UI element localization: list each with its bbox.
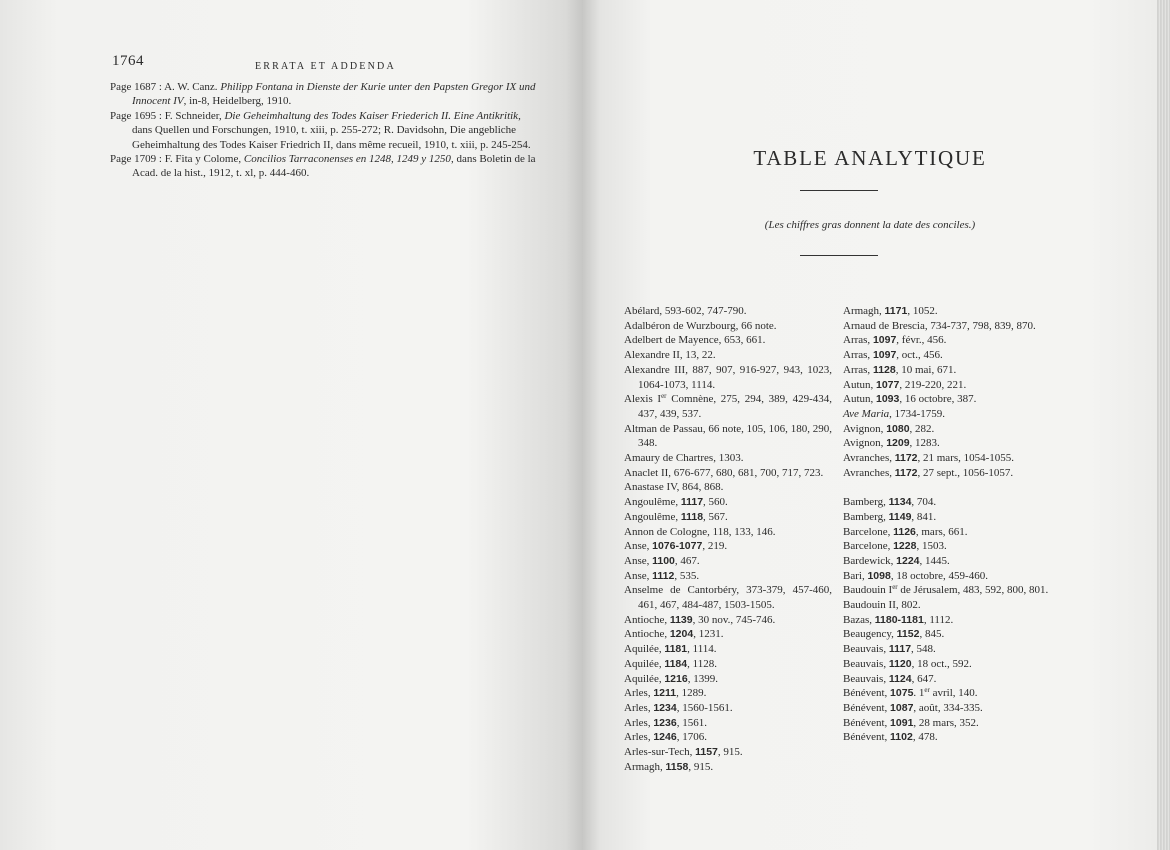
index-entry — [843, 510, 1051, 525]
entry-italic: Ave Maria — [843, 407, 890, 420]
entry-name: Bénévent, — [843, 731, 891, 744]
index-column-right — [843, 304, 1051, 745]
index-entry — [624, 304, 832, 319]
erratum-prefix: Page 1695 : F. Schneider, — [110, 109, 225, 122]
entry-refs: , 647. — [911, 672, 937, 685]
index-entry — [624, 539, 832, 554]
entry-council-date: 1139 — [669, 613, 693, 626]
entry-name: Anselme de Cantorbéry, 373-379, 457-460, 461, 467, 484-487, 1503-1505. — [624, 584, 832, 612]
entry-council-date: 1076-1077 — [652, 540, 703, 553]
entry-council-date: 1087 — [890, 701, 914, 714]
entry-name: Anaclet II, 676-677, 680, 681, 700, 717, 723. — [624, 466, 824, 479]
entry-council-date: 1097 — [872, 349, 897, 362]
index-entry — [843, 422, 1051, 437]
index-entry — [624, 701, 832, 716]
entry-council-date: 1091 — [890, 716, 914, 729]
entry-council-date: 1184 — [664, 657, 688, 670]
entry-refs: , 1445. — [919, 554, 950, 567]
running-title: ERRATA ET ADDENDA — [255, 61, 396, 72]
erratum-entry — [110, 152, 540, 181]
entry-name: Aquilée, — [624, 657, 665, 670]
entry-refs: , mars, 661. — [915, 525, 968, 538]
entry-name: Arles, — [624, 701, 654, 714]
entry-name: Avranches, — [843, 466, 895, 479]
index-entry — [843, 466, 1051, 481]
entry-name: Beauvais, — [843, 657, 889, 670]
index-entry — [843, 378, 1051, 393]
entry-name: Antioche, — [624, 613, 670, 626]
entry-refs: avril, 140. — [929, 687, 978, 700]
index-entry — [624, 348, 832, 363]
entry-refs: , 28 mars, 352. — [913, 716, 979, 729]
erratum-entry — [110, 109, 540, 152]
index-entry — [843, 407, 1051, 422]
entry-refs: , 219-220, 221. — [899, 378, 967, 391]
index-entry — [843, 451, 1051, 466]
entry-council-date: 1118 — [680, 510, 704, 523]
entry-name: Annon de Cologne, 118, 133, 146. — [624, 525, 776, 538]
index-entry — [843, 583, 1051, 598]
entry-name: Anse, — [624, 540, 653, 553]
entry-council-date: 1093 — [876, 393, 900, 406]
erratum-prefix: Page 1687 : A. W. Canz. — [110, 81, 221, 93]
index-entry — [624, 716, 832, 731]
entry-name: Barcelone, — [843, 540, 894, 553]
entry-refs: , 478. — [912, 731, 938, 744]
entry-council-date: 1181 — [664, 643, 688, 656]
index-entry — [624, 363, 832, 392]
index-entry — [624, 730, 832, 745]
running-head — [112, 52, 542, 70]
index-entry — [843, 554, 1051, 569]
erratum-rest: , dans Quellen und Forschungen, 1910, t. xiii, p. 255-272; R. Davidsohn, Die angebliche Geheimhaltung des Todes Kaiser Friedrich II, dans même recueil, 1910, t. xiii, p. 245-254. — [132, 109, 531, 151]
entry-name: Beauvais, — [843, 643, 889, 656]
entry-refs: , 535. — [674, 569, 700, 582]
entry-name: Abélard, 593-602, 747-790. — [624, 305, 747, 317]
index-entry — [843, 436, 1051, 451]
page-number: 1764 — [112, 53, 144, 69]
entry-council-date: 1149 — [888, 510, 912, 523]
entry-name: Arras, — [843, 349, 873, 362]
entry-name: Arras, — [843, 363, 873, 376]
entry-refs: , 30 nov., 745-746. — [692, 613, 776, 626]
entry-refs: de Jérusalem, 483, 592, 800, 801. — [897, 584, 1049, 597]
entry-council-date: 1134 — [888, 496, 912, 509]
entry-council-date: 1112 — [652, 569, 675, 582]
index-entry — [624, 657, 832, 672]
entry-council-date: 1117 — [888, 643, 912, 656]
entry-refs: , 27 sept., 1056-1057. — [917, 466, 1014, 479]
index-entry — [843, 701, 1051, 716]
entry-name: Bari, — [843, 569, 868, 582]
index-entry — [624, 745, 832, 760]
entry-name: Anastase IV, 864, 868. — [624, 481, 724, 494]
index-entry — [843, 598, 1051, 613]
entry-refs: , 841. — [911, 510, 937, 523]
entry-council-date: 1236 — [653, 716, 677, 729]
index-entry — [624, 392, 832, 421]
entry-name: Arles, — [624, 687, 654, 700]
entry-name: Anse, — [624, 554, 653, 567]
entry-refs: , oct., 456. — [896, 349, 943, 362]
entry-council-date: 1234 — [653, 701, 677, 714]
index-entry — [624, 672, 832, 687]
entry-council-date: 1098 — [867, 569, 891, 582]
entry-name: Angoulême, — [624, 496, 681, 509]
index-entry — [843, 686, 1051, 701]
entry-council-date: 1102 — [890, 731, 913, 744]
entry-council-date: 1204 — [669, 628, 694, 641]
table-note: (Les chiffres gras donnent la date des conciles.) — [764, 219, 976, 231]
entry-name: Autun, — [843, 393, 876, 406]
entry-council-date: 1171 — [884, 305, 908, 317]
entry-name: Alexandre III, 887, 907, 916-927, 943, 1023, 1064-1073, 1114. — [624, 363, 832, 391]
index-entry — [624, 333, 832, 348]
title-rule-top — [800, 190, 878, 191]
entry-council-date: 1157 — [695, 746, 718, 759]
index-entry — [624, 569, 832, 584]
entry-council-date: 1209 — [886, 437, 910, 450]
entry-council-date: 1172 — [894, 452, 918, 465]
entry-council-date: 1224 — [896, 554, 920, 567]
entry-name: Angoulême, — [624, 510, 681, 523]
entry-refs: , 1283. — [909, 437, 940, 450]
entry-council-date: 1152 — [896, 628, 920, 641]
entry-name: Armagh, — [624, 760, 666, 773]
index-entry — [624, 686, 832, 701]
entry-name: Alexandre II, 13, 22. — [624, 349, 716, 362]
entry-refs: , 704. — [911, 496, 937, 509]
index-entry — [843, 627, 1051, 642]
entry-refs: , 1503. — [916, 540, 947, 553]
index-entry — [624, 451, 832, 466]
entry-council-date: 1117 — [680, 496, 704, 509]
table-title: TABLE ANALYTIQUE — [753, 146, 987, 170]
entry-council-date: 1172 — [894, 466, 918, 479]
index-entry — [624, 466, 832, 481]
index-entry — [843, 539, 1051, 554]
entry-refs: , 282. — [909, 422, 935, 435]
index-entry — [843, 392, 1051, 407]
entry-refs: , 219. — [702, 540, 728, 553]
entry-name: Bamberg, — [843, 496, 889, 509]
erratum-title: Concilios Tarraconenses en 1248, 1249 y 1250 — [243, 153, 451, 166]
erratum-entry — [110, 80, 540, 109]
entry-refs: , août, 334-335. — [913, 701, 983, 714]
erratum-title: Die Geheimhaltung des Todes Kaiser Friederich II. Eine Antikritik — [224, 109, 519, 122]
entry-name: Anse, — [624, 569, 653, 582]
entry-council-date: 1100 — [652, 554, 675, 567]
entry-council-date: 1128 — [872, 363, 896, 376]
index-entry — [843, 495, 1051, 510]
entry-council-date: 1075 — [890, 687, 914, 700]
entry-name: Bazas, — [843, 613, 875, 626]
entry-council-date: 1211 — [653, 687, 677, 700]
entry-council-date: 1158 — [665, 760, 689, 773]
entry-refs: , 1561. — [676, 716, 707, 729]
entry-name: Bénévent, — [843, 701, 891, 714]
entry-refs: , 467. — [674, 554, 700, 567]
entry-refs: , 1399. — [687, 672, 718, 685]
entry-council-date: 1246 — [653, 731, 677, 744]
page-edges — [1157, 0, 1170, 850]
entry-name: Autun, — [843, 378, 876, 391]
entry-name: Beaugency, — [843, 628, 897, 641]
index-entry — [624, 554, 832, 569]
erratum-title: Philipp Fontana in Dienste der Kurie unter den Papsten Gregor IX und Innocent IV — [132, 81, 536, 108]
entry-name: Antioche, — [624, 628, 670, 641]
entry-council-date: 1124 — [888, 672, 912, 685]
title-rule-bottom — [800, 255, 878, 256]
entry-refs: , 845. — [919, 628, 945, 641]
entry-name: Baudouin II, 802. — [843, 599, 921, 612]
index-entry — [624, 583, 832, 612]
erratum-rest: , dans Boletin de la Acad. de la hist., 1912, t. xl, p. 444-460. — [132, 153, 536, 180]
index-entry — [843, 730, 1051, 745]
entry-name: Adalbéron de Wurzbourg, 66 note. — [624, 319, 777, 332]
entry-name: Aquilée, — [624, 643, 665, 656]
index-entry — [624, 627, 832, 642]
entry-name: Bénévent, — [843, 716, 891, 729]
entry-refs: , 1734-1759. — [889, 407, 946, 420]
entry-council-date: 1180-1181 — [874, 613, 924, 626]
index-entry — [843, 348, 1051, 363]
entry-name: Baudouin I — [843, 584, 893, 597]
entry-refs: , 18 oct., 592. — [911, 657, 972, 670]
entry-refs: , 10 mai, 671. — [895, 363, 957, 376]
entry-refs: , 16 octobre, 387. — [899, 393, 977, 406]
entry-council-date: 1097 — [872, 334, 897, 347]
entry-name: Bénévent, — [843, 687, 891, 700]
erratum-rest: , in-8, Heidelberg, 1910. — [183, 95, 292, 108]
entry-refs: , 1706. — [676, 731, 707, 744]
index-entry — [843, 657, 1051, 672]
index-entry — [843, 363, 1051, 378]
index-entry — [843, 672, 1051, 687]
entry-name: Arles, — [624, 731, 654, 744]
index-column-left — [624, 304, 832, 775]
entry-name: Avignon, — [843, 437, 887, 450]
entry-council-date: 1126 — [893, 525, 916, 538]
index-entry — [624, 319, 832, 334]
entry-name: Aquilée, — [624, 672, 665, 685]
entry-refs: , 1128. — [687, 657, 717, 670]
index-entry — [843, 304, 1051, 319]
erratum-prefix: Page 1709 : F. Fita y Colome, — [110, 153, 244, 166]
entry-name: Beauvais, — [843, 672, 889, 685]
index-entry — [624, 422, 832, 451]
entry-name: Altman de Passau, 66 note, 105, 106, 180, 290, 348. — [624, 422, 832, 450]
entry-name: Bamberg, — [843, 510, 889, 523]
entry-name: Arles, — [624, 716, 654, 729]
index-entry — [843, 613, 1051, 628]
entry-refs: , 1231. — [693, 628, 724, 641]
entry-council-date: 1228 — [893, 540, 917, 553]
entry-superscript: er — [924, 686, 930, 695]
entry-refs: , 548. — [911, 643, 936, 656]
entry-refs: , 1560-1561. — [676, 701, 733, 714]
entry-council-date: 1120 — [888, 657, 912, 670]
index-entry — [843, 525, 1051, 540]
entry-council-date: 1077 — [876, 378, 900, 391]
entry-superscript: er — [892, 583, 898, 592]
index-entry — [843, 716, 1051, 731]
entry-name: Avignon, — [843, 422, 887, 435]
entry-name: Avranches, — [843, 452, 895, 465]
entry-refs: , 915. — [688, 760, 714, 773]
index-entry — [624, 525, 832, 540]
index-entry — [624, 480, 832, 495]
entry-name: Barcelone, — [843, 525, 894, 538]
index-entry — [624, 613, 832, 628]
entry-name: Arnaud de Brescia, 734-737, 798, 839, 870. — [843, 319, 1036, 332]
entry-name: Amaury de Chartres, 1303. — [624, 452, 744, 465]
entry-refs: , 560. — [703, 496, 728, 509]
entry-refs: , 1289. — [676, 687, 707, 700]
entry-name: Alexis I — [624, 393, 662, 406]
entry-refs: , 1114. — [687, 643, 717, 656]
entry-name: Adelbert de Mayence, 653, 661. — [624, 334, 766, 347]
entry-refs: , 18 octobre, 459-460. — [890, 569, 988, 582]
entry-council-date: 1080 — [886, 422, 910, 435]
index-entry — [843, 642, 1051, 657]
index-entry — [843, 319, 1051, 334]
entry-name: Armagh, — [843, 305, 885, 317]
entry-refs: Comnène, 275, 294, 389, 429-434, 437, 439, 537. — [638, 393, 832, 420]
index-entry — [624, 642, 832, 657]
entry-council-date: 1216 — [664, 672, 688, 685]
entry-refs: . 1 — [913, 687, 925, 700]
entry-refs: , 915. — [717, 746, 743, 759]
index-entry — [843, 333, 1051, 348]
entry-name: Arras, — [843, 334, 873, 347]
entry-name: Bardewick, — [843, 554, 897, 567]
entry-refs: , 567. — [703, 510, 728, 523]
index-entry — [843, 569, 1051, 584]
entry-refs: , 21 mars, 1054-1055. — [917, 452, 1015, 465]
entry-name: Arles-sur-Tech, — [624, 746, 696, 759]
entry-refs: , 1052. — [907, 305, 938, 317]
index-entry — [624, 510, 832, 525]
entry-superscript: er — [661, 392, 667, 401]
entry-refs: , 1112. — [923, 613, 954, 626]
index-entry — [624, 760, 832, 775]
index-entry — [624, 495, 832, 510]
entry-refs: , févr., 456. — [896, 334, 947, 347]
errata-list — [110, 80, 540, 181]
